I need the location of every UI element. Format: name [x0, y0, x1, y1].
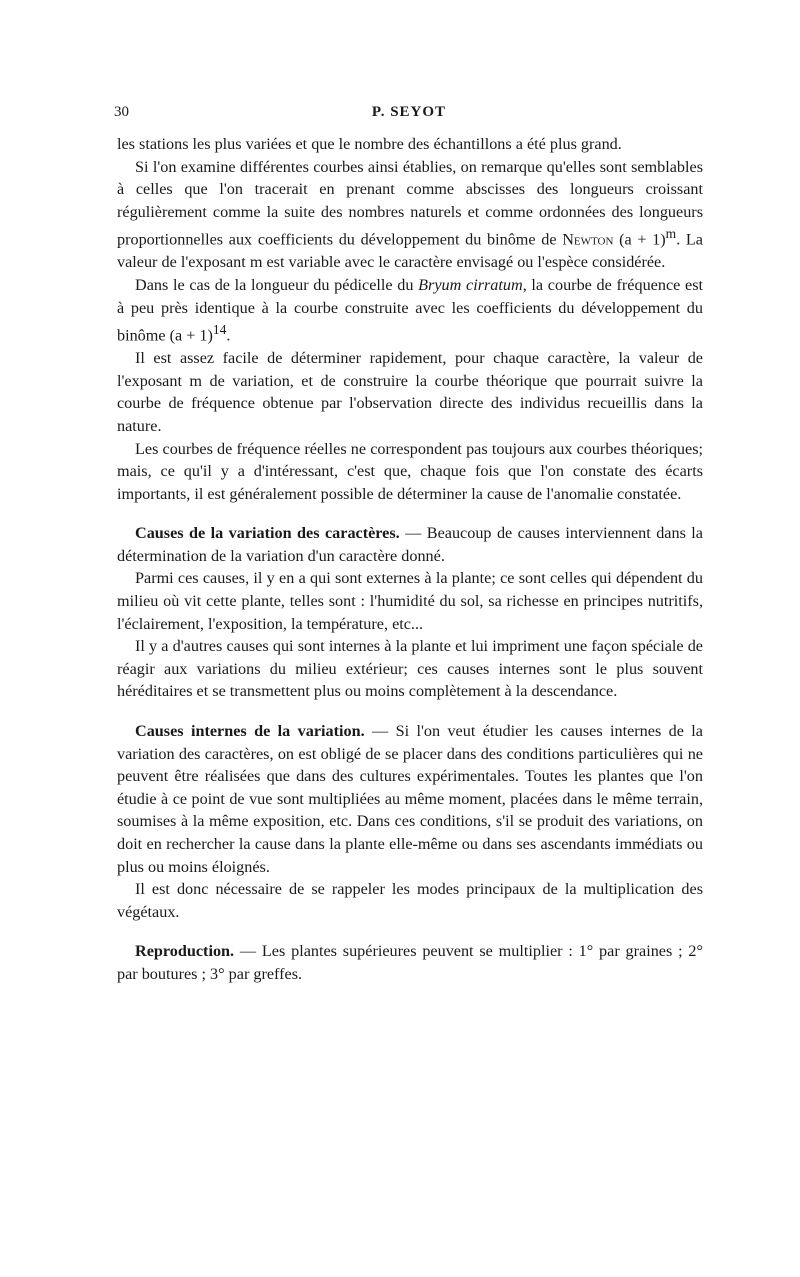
section-heading-internes: Causes internes de la variation.	[135, 722, 365, 741]
paragraph-6: Parmi ces causes, il y en a qui sont externes à la plante; ce sont celles qui dépendent du milieu où vit cette plante, telles sont : l'humidité du sol, sa richesse en principes nutritifs, l'éclairement, l'exposition, la température, etc...	[117, 569, 703, 633]
body-text	[117, 133, 703, 986]
paragraph-3: Dans le cas de la longueur du pédicelle du Bryum cirratum, la courbe de fréquence est à peu près identique à la courbe construite avec les coefficients du développement du binôme $(a + 1)^{14}$.	[117, 275, 703, 345]
running-head	[114, 104, 704, 126]
species-name: Bryum cirratum	[418, 275, 523, 294]
exponent-14: 14	[212, 322, 227, 338]
page-number: 30	[114, 104, 129, 120]
section-causes-variation: Causes de la variation des caractères. — Beaucoup de causes interviennent dans la détermination de la variation d'un caractère donné.	[117, 524, 703, 565]
paragraph-5: Les courbes de fréquence réelles ne correspondent pas toujours aux courbes théoriques; mais, ce qu'il y a d'intéressant, c'est que, chaque fois que l'on constate des écarts importants, il est généralement possible de déterminer la cause de l'anomalie constatée.	[117, 439, 703, 503]
paragraph-8: Il est donc nécessaire de se rappeler les modes principaux de la multiplication des végétaux.	[117, 880, 703, 921]
running-head-author: P. SEYOT	[371, 104, 447, 120]
section-heading-causes: Causes de la variation des caractères.	[135, 524, 400, 543]
paragraph-4: Il est assez facile de déterminer rapidement, pour chaque caractère, la valeur de l'exposant m de variation, et de construire la courbe théorique que pourrait suivre la courbe de fréquence obtenue par l'observation directe des individus recueillis dans la nature.	[117, 349, 703, 435]
section-reproduction: Reproduction. — Les plantes supérieures peuvent se multiplier : 1° par graines ; 2° par boutures ; 3° par greffes.	[117, 942, 703, 983]
paragraph-7: Il y a d'autres causes qui sont internes à la plante et lui impriment une façon spéciale de réagir aux variations du milieu extérieur; ces causes internes sont le plus souvent héréditaires et se transmettent plus ou moins complètement à la descendance.	[117, 637, 703, 701]
section-heading-reproduction: Reproduction.	[135, 942, 235, 961]
paragraph-2: Si l'on examine différentes courbes ainsi établies, on remarque qu'elles sont semblables à celles que l'on tracerait en prenant comme abscisses des longueurs croissant régulièrement comme la suite des nombres naturels et comme ordonnées des longueurs proportionnelles aux coefficients du développement du binôme de Newton $(a + 1)^m$. La valeur de l'exposant m est variable avec le caractère envisagé ou l'espèce considérée.	[117, 157, 703, 272]
exponent-m: m	[665, 226, 677, 242]
section-causes-internes: Causes internes de la variation. — Si l'on veut étudier les causes internes de la variation des caractères, on est obligé de se placer dans des conditions particulières qui ne peuvent être réalisées que dans des cultures expérimentales. Toutes les plantes que l'on étudie à ce point de vue sont multipliées au même moment, placées dans le même terrain, soumises à la même exposition, etc. Dans ces conditions, s'il se produit des variations, on doit en rechercher la cause dans la plante elle-même ou dans ses ascendants immédiats ou plus ou moins éloignés.	[117, 722, 703, 876]
paragraph-1: les stations les plus variées et que le nombre des échantillons a été plus grand.	[117, 135, 622, 153]
newton-name: Newton	[562, 230, 614, 249]
